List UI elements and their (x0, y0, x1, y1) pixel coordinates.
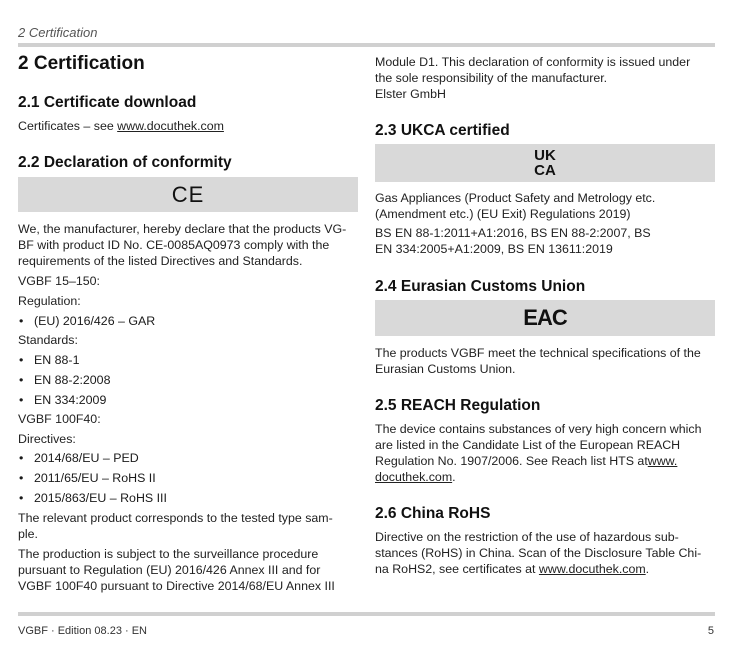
section-heading-china-rohs: 2.6 China RoHS (375, 505, 491, 522)
section-heading-eurasian: 2.4 Eurasian Customs Union (375, 278, 586, 295)
regulation-label: Regulation: (18, 294, 81, 308)
china-rohs-line-3-suffix: . (645, 562, 650, 576)
docuthek-link[interactable]: www.docuthek.com (117, 119, 224, 133)
production-line-2: pursuant to Regulation (EU) 2016/426 Annex III and for (18, 563, 321, 577)
footer-rule (18, 612, 715, 616)
ukca-mark-top: UK (534, 147, 556, 164)
standards-label: Standards: (18, 333, 78, 347)
declaration-intro-line-3: requirements of the listed Directives and Standards. (18, 254, 303, 268)
page-number: 5 (707, 625, 714, 637)
list-item: • EN 88-2:2008 (18, 372, 358, 392)
section-heading-declaration: 2.2 Declaration of conformity (18, 154, 232, 171)
manufacturer-name: Elster GmbH (375, 87, 446, 101)
ce-mark-bar (18, 177, 358, 212)
reach-docuthek-link-part-2[interactable]: docuthek.com (375, 470, 453, 484)
production-line-3: VGBF 100F40 pursuant to Directive 2014/68/EU Annex III (18, 579, 335, 593)
continued-line-2: the sole responsibility of the manufacturer. (375, 71, 608, 85)
regulation-list (18, 313, 358, 333)
ukca-text-line-1: Gas Appliances (Product Safety and Metrology etc. (375, 191, 656, 205)
standards-list (18, 352, 358, 412)
reach-text-line-3 (375, 453, 715, 469)
page-title: 2 Certification (18, 53, 145, 74)
ukca-mark-icon (534, 148, 556, 178)
ukca-mark-bottom: CA (534, 162, 556, 179)
china-rohs-text-line-3 (375, 561, 715, 577)
list-item: • 2014/68/EU – PED (18, 450, 358, 470)
vgbf-model-label: VGBF 100F40: (18, 412, 101, 426)
production-line-1: The production is subject to the surveillance procedure (18, 547, 319, 561)
certificate-download-text (18, 118, 358, 134)
list-item: • EN 334:2009 (18, 392, 358, 412)
header-rule (18, 43, 715, 47)
ukca-mark-bar (375, 144, 715, 182)
list-item: • EN 88-1 (18, 352, 358, 372)
list-item: • 2011/65/EU – RoHS II (18, 470, 358, 490)
reach-text-line-2: are listed in the Candidate List of the European REACH (375, 438, 681, 452)
section-heading-certificate-download: 2.1 Certificate download (18, 94, 197, 111)
continued-line-1: Module D1. This declaration of conformity is issued under (375, 55, 691, 69)
footer-edition: VGBF · Edition 08.23 · EN (18, 625, 147, 637)
eac-mark-icon: EAC (523, 305, 567, 330)
reach-docuthek-link-part-1[interactable]: www. (647, 454, 678, 468)
ukca-text-line-4: EN 334:2005+A1:2009, BS EN 13611:2019 (375, 242, 613, 256)
china-rohs-text-line-2: stances (RoHS) in China. Scan of the Disclosure Table Chi- (375, 546, 702, 560)
section-heading-ukca: 2.3 UKCA certified (375, 122, 510, 139)
section-heading-reach: 2.5 REACH Regulation (375, 397, 541, 414)
reach-text-line-4 (375, 469, 715, 485)
directives-label: Directives: (18, 432, 76, 446)
ce-mark-icon: CE (171, 181, 205, 207)
vgbf-range-label: VGBF 15–150: (18, 274, 100, 288)
declaration-intro-line-2: BF with product ID No. CE-0085AQ0973 comply with the (18, 238, 330, 252)
declaration-intro-line-1: We, the manufacturer, hereby declare that the products VG- (18, 222, 347, 236)
reach-line-4-suffix: . (452, 470, 456, 484)
eurasian-text-line-1: The products VGBF meet the technical specifications of the (375, 346, 701, 360)
ukca-text-line-3: BS EN 88-1:2011+A1:2016, BS EN 88-2:2007, BS (375, 226, 651, 240)
eurasian-text-line-2: Eurasian Customs Union. (375, 362, 516, 376)
list-item: • (EU) 2016/426 – GAR (18, 313, 358, 333)
ukca-text-line-2: (Amendment etc.) (EU Exit) Regulations 2019) (375, 207, 631, 221)
eac-mark-bar (375, 300, 715, 336)
directives-list (18, 450, 358, 510)
china-rohs-text-line-1: Directive on the restriction of the use of hazardous sub- (375, 530, 679, 544)
china-rohs-line-3-prefix: na RoHS2, see certificates at (375, 562, 539, 576)
tested-type-line-1: The relevant product corresponds to the tested type sam- (18, 511, 333, 525)
certificate-download-prefix: Certificates – see (18, 119, 118, 133)
reach-line-3-prefix: Regulation No. 1907/2006. See Reach list HTS at (375, 454, 648, 468)
china-rohs-docuthek-link[interactable]: www.docuthek.com (538, 562, 646, 576)
running-head: 2 Certification (18, 25, 98, 40)
tested-type-line-2: ple. (18, 527, 38, 541)
reach-text-line-1: The device contains substances of very high concern which (375, 422, 702, 436)
list-item: • 2015/863/EU – RoHS III (18, 490, 358, 510)
